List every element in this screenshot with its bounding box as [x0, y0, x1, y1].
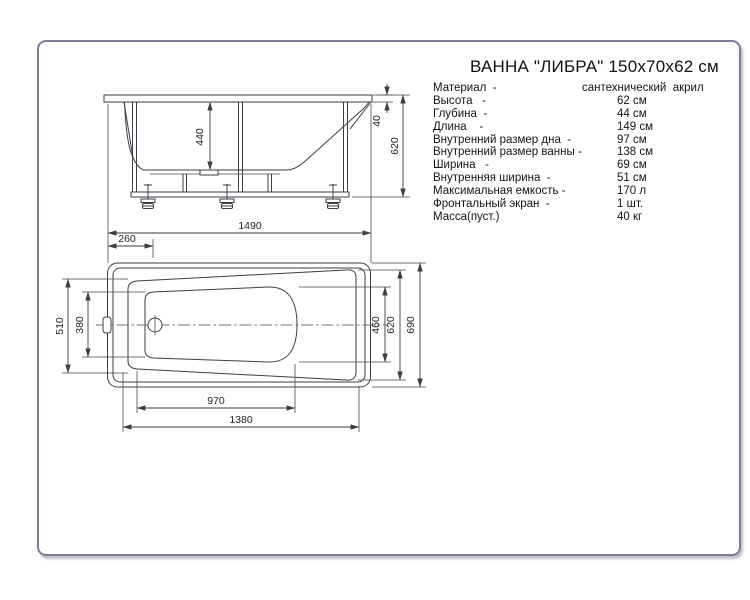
spec-label: Внутренняя ширина -: [433, 172, 551, 185]
spec-label: Фронтальный экран -: [433, 198, 550, 211]
dim-label-rim-thickness: 40: [371, 115, 383, 127]
spec-value: 170 л: [617, 185, 647, 198]
left-frame-post: [133, 102, 137, 192]
right-apron-edge: [350, 102, 371, 129]
spec-value: 97 см: [617, 133, 647, 146]
dim-label-floor-length: 970: [207, 395, 225, 407]
center-frame-post: [239, 102, 243, 192]
spec-label: Высота -: [433, 94, 486, 107]
spec-value: 149 см: [617, 120, 654, 133]
spec-value: сантехнический акрил: [582, 82, 704, 94]
dim-label-right-inner-width: 620: [385, 316, 397, 334]
spec-value: 138 см: [617, 146, 654, 159]
dim-label-left-inner-width: 510: [54, 317, 66, 335]
overflow-fitting: [103, 317, 111, 333]
floor-strut-right: [268, 174, 272, 192]
right-frame-post: [344, 102, 348, 192]
spec-label: Максимальная емкость -: [433, 185, 566, 198]
dim-label-total-height: 620: [389, 137, 401, 155]
spec-value: 40 кг: [617, 210, 643, 223]
spec-value: 69 см: [617, 159, 647, 172]
dim-label-right-floor-width: 460: [370, 316, 382, 334]
bottom-frame-rail: [131, 192, 349, 197]
plan-view: [54, 233, 426, 432]
inner-wall-left: [125, 102, 144, 170]
spec-label: Внутренний размер ванны -: [433, 146, 582, 159]
elevation-view: [104, 84, 410, 263]
dim-label-outer-width: 690: [405, 316, 417, 334]
spec-label: Внутренний размер дна -: [433, 133, 572, 146]
spec-label: Ширина -: [433, 159, 489, 172]
dim-label-inner-height: 440: [194, 128, 206, 146]
dim-label-left-floor-width: 380: [74, 316, 86, 334]
page-title: ВАННА "ЛИБРА" 150х70х62 см: [470, 57, 719, 76]
spec-value: 44 см: [617, 107, 647, 120]
dim-label-inner-length: 1380: [229, 414, 253, 426]
spec-value: 62 см: [617, 94, 647, 107]
spec-label: Глубина -: [433, 107, 488, 120]
dim-label-drain-offset: 260: [118, 233, 136, 245]
spec-value: 1 шт.: [617, 198, 644, 211]
backrest-slope: [286, 102, 369, 170]
floor-strut-left: [183, 174, 187, 192]
spec-value: 51 см: [617, 172, 647, 185]
spec-label: Масса(пуст.): [433, 210, 500, 223]
tub-rim-section: [104, 95, 372, 102]
spec-label: Материал -: [433, 82, 497, 94]
dim-label-total-length: 1490: [238, 220, 262, 232]
spec-label: Длина -: [433, 120, 484, 133]
floor-support-pad: [200, 170, 218, 175]
